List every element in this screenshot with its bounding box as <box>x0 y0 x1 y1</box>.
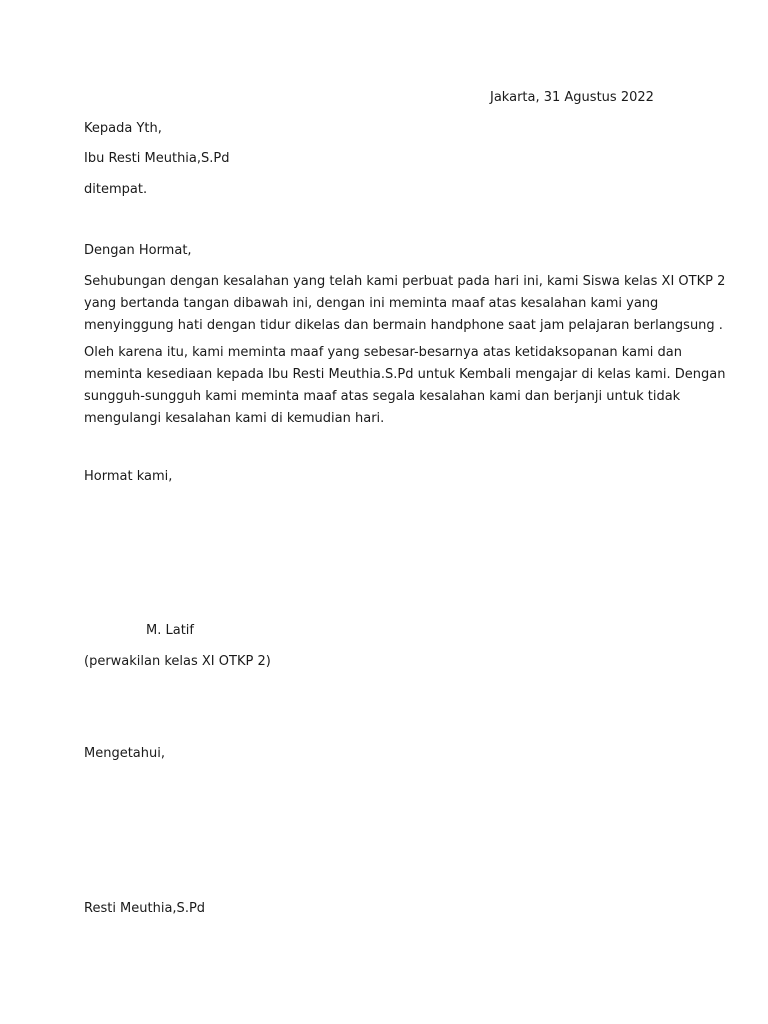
paragraph-2-line: meminta kesediaan kepada Ibu Resti Meuthia.S.Pd untuk Kembali mengajar di kelas kami. Dengan <box>84 367 726 382</box>
paragraph-2 <box>84 342 726 430</box>
recipient-salutation: Kepada Yth, <box>84 121 162 136</box>
paragraph-2-line: mengulangi kesalahan kami di kemudian hari. <box>84 411 385 426</box>
recipient-place: ditempat. <box>84 182 148 197</box>
letter-date: Jakarta, 31 Agustus 2022 <box>490 90 654 105</box>
sender-name: M. Latif <box>146 623 194 638</box>
paragraph-2-line: Oleh karena itu, kami meminta maaf yang sebesar-besarnya atas ketidaksopanan kami dan <box>84 345 682 360</box>
letter-opening: Dengan Hormat, <box>84 243 192 258</box>
paragraph-1-line: menyinggung hati dengan tidur dikelas dan bermain handphone saat jam pelajaran berlangsung . <box>84 318 723 333</box>
sender-role: (perwakilan kelas XI OTKP 2) <box>84 654 271 669</box>
acknowledged-label: Mengetahui, <box>84 746 165 761</box>
paragraph-1-line: Sehubungan dengan kesalahan yang telah kami perbuat pada hari ini, kami Siswa kelas XI OTKP 2 <box>84 274 726 289</box>
acknowledger-name: Resti Meuthia,S.Pd <box>84 901 206 916</box>
paragraph-1 <box>84 271 726 337</box>
recipient-name: Ibu Resti Meuthia,S.Pd <box>84 151 230 166</box>
paragraph-1-line: yang bertanda tangan dibawah ini, dengan ini meminta maaf atas kesalahan kami yang <box>84 296 659 311</box>
letter-closing: Hormat kami, <box>84 469 173 484</box>
paragraph-2-line: sungguh-sungguh kami meminta maaf atas segala kesalahan kami dan berjanji untuk tidak <box>84 389 681 404</box>
